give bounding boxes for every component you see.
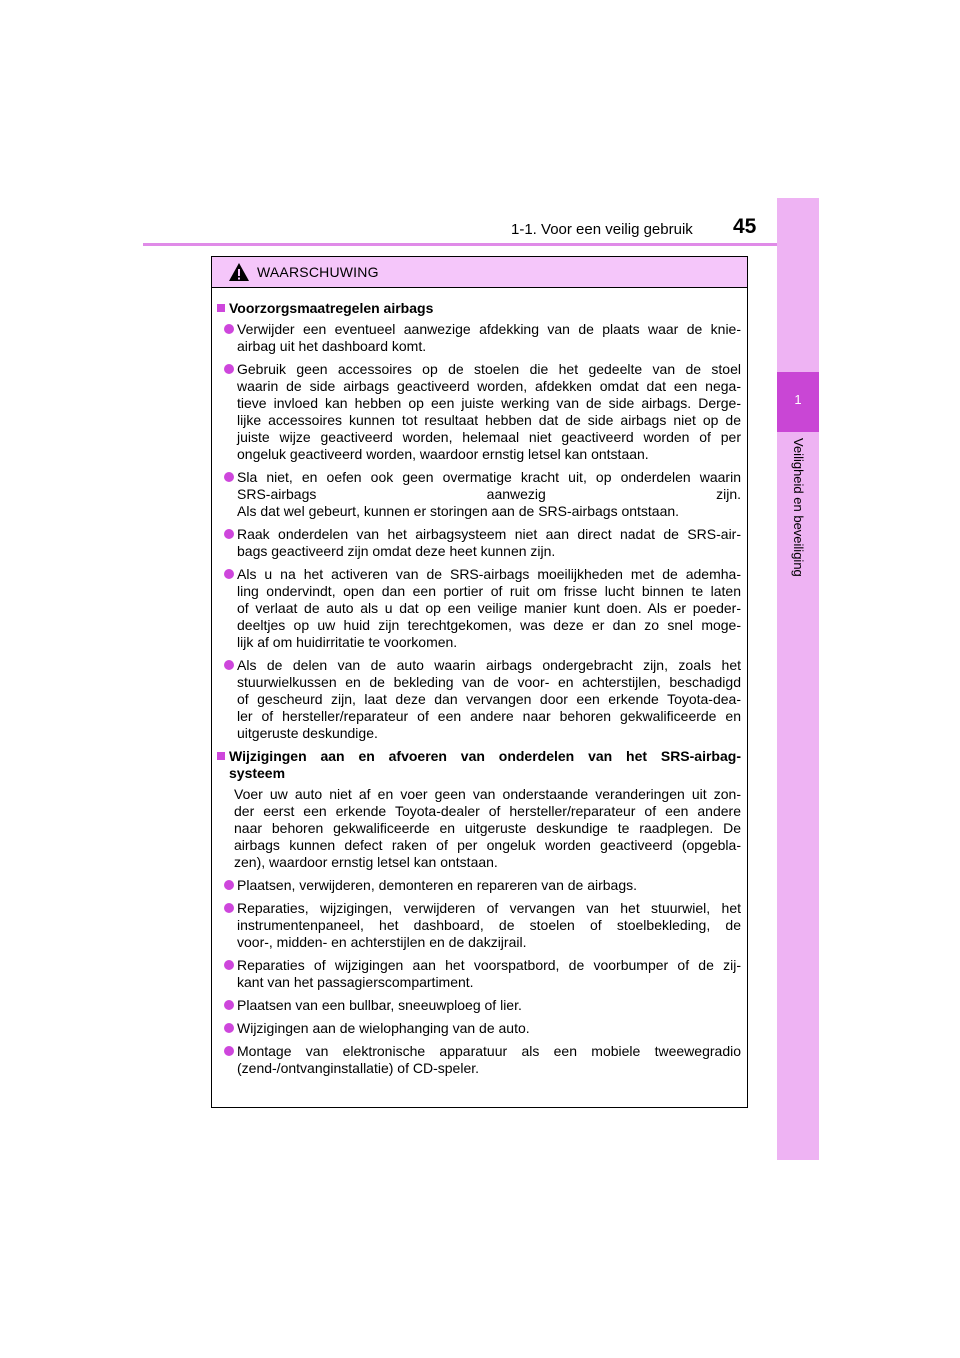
warning-title: WAARSCHUWING bbox=[257, 264, 379, 280]
intro-paragraph bbox=[234, 786, 741, 871]
text-line: airbags kunnen defect raken of per ongeluk worden geactiveerd (opgebla- bbox=[234, 837, 741, 853]
bullet-text bbox=[237, 361, 741, 463]
text-line: lijke accessoires kunnen tot resultaat hebben dat de side airbags niet op de bbox=[237, 412, 741, 428]
spacer bbox=[217, 1081, 741, 1083]
bullet-item bbox=[224, 321, 741, 355]
bullet-text bbox=[237, 321, 741, 355]
round-bullet-icon bbox=[224, 364, 234, 374]
round-bullet-icon bbox=[224, 1023, 234, 1033]
round-bullet-icon bbox=[224, 324, 234, 334]
bullet-item bbox=[224, 957, 741, 991]
text-line: Sla niet, en oefen ook geen overmatige kracht uit, op onderdelen waarin bbox=[237, 469, 741, 485]
bullet-text bbox=[237, 566, 741, 651]
bullet-item bbox=[224, 900, 741, 951]
text-line: instrumentenpaneel, het dashboard, de stoelen of stoelbekleding, de bbox=[237, 917, 741, 933]
round-bullet-icon bbox=[224, 903, 234, 913]
text-line: Montage van elektronische apparatuur als een mobiele tweewegradio bbox=[237, 1043, 741, 1059]
text-line: naar behoren gekwalificeerde en uitgeruste deskundige te raadplegen. De bbox=[234, 820, 741, 836]
text-line: of gescheurd zijn, laat deze dan vervangen door een erkende Toyota-dea- bbox=[237, 691, 741, 707]
text-line: of verlaat de auto als u dat op een veilige manier kunt doen. Als er poeder- bbox=[237, 600, 741, 616]
text-line: stuurwielkussen en de bekleding van de voor- en achterstijlen, beschadigd bbox=[237, 674, 741, 690]
warning-header bbox=[212, 257, 747, 288]
round-bullet-icon bbox=[224, 1000, 234, 1010]
bullet-text bbox=[237, 1043, 741, 1077]
bullet-text bbox=[237, 526, 741, 560]
bullet-item bbox=[224, 657, 741, 742]
warning-box bbox=[211, 256, 748, 1108]
topic-heading bbox=[217, 748, 741, 782]
round-bullet-icon bbox=[224, 960, 234, 970]
text-line: der eerst een erkende Toyota-dealer of hersteller/reparateur of een andere bbox=[234, 803, 741, 819]
text-line: ling ondervindt, open dan een portier of ruit om frisse lucht binnen te laten bbox=[237, 583, 741, 599]
square-bullet-icon bbox=[217, 304, 225, 312]
text-line: Als u na het activeren van de SRS-airbags moeilijkheden met de ademha- bbox=[237, 566, 741, 582]
warning-triangle-icon bbox=[228, 262, 250, 282]
round-bullet-icon bbox=[224, 472, 234, 482]
bullet-text bbox=[237, 1020, 741, 1037]
page-number: 45 bbox=[733, 215, 757, 238]
text-line: juiste wijze geactiveerd worden, helemaal niet geactiveerd worden of per bbox=[237, 429, 741, 445]
text-line: Als de delen van de auto waarin airbags ondergebracht zijn, zoals het bbox=[237, 657, 741, 673]
text-line: Wijzigingen aan de wielophanging van de auto. bbox=[237, 1020, 530, 1036]
bullet-text bbox=[237, 997, 741, 1014]
text-line: lijk af om huidirritatie te voorkomen. bbox=[237, 634, 458, 650]
bullet-item bbox=[224, 1020, 741, 1037]
section-title: 1-1. Voor een veilig gebruik bbox=[511, 221, 693, 238]
bullet-item bbox=[224, 361, 741, 463]
text-line: uitgeruste deskundige. bbox=[237, 725, 378, 741]
side-tab bbox=[777, 198, 819, 1160]
round-bullet-icon bbox=[224, 660, 234, 670]
chapter-label: Veiligheid en beveiliging bbox=[791, 438, 806, 577]
text-line: (zend-/ontvanginstallatie) of CD-speler. bbox=[237, 1060, 480, 1076]
topic-title bbox=[229, 748, 741, 782]
round-bullet-icon bbox=[224, 529, 234, 539]
text-line: Voer uw auto niet af en voer geen van onderstaande veranderingen uit zon- bbox=[234, 786, 741, 802]
bullet-item bbox=[224, 526, 741, 560]
text-line: Reparaties of wijzigingen aan het voorspatbord, de voorbumper of de zij- bbox=[237, 957, 741, 973]
text-line: bags geactiveerd zijn omdat deze heet kunnen zijn. bbox=[237, 543, 556, 559]
text-line: Verwijder een eventueel aanwezige afdekking van de plaats waar de knie- bbox=[237, 321, 741, 337]
bullet-text bbox=[237, 957, 741, 991]
bullet-item bbox=[224, 1043, 741, 1077]
round-bullet-icon bbox=[224, 880, 234, 890]
bullet-text bbox=[237, 877, 741, 894]
text-line: Wijzigingen aan en afvoeren van onderdelen van het SRS-airbag- bbox=[229, 748, 741, 764]
text-line: voor-, midden- en achterstijlen en de dakzijrail. bbox=[237, 934, 527, 950]
text-line: ler of hersteller/reparateur of een andere naar behoren gekwalificeerde en bbox=[237, 708, 741, 724]
round-bullet-icon bbox=[224, 569, 234, 579]
topic-title: Voorzorgsmaatregelen airbags bbox=[229, 300, 434, 316]
bullet-item bbox=[224, 469, 741, 520]
bullet-item bbox=[224, 997, 741, 1014]
text-line: Als dat wel gebeurt, kunnen er storingen aan de SRS-airbags ontstaan. bbox=[237, 503, 680, 519]
chapter-number: 1 bbox=[794, 392, 802, 407]
text-line: systeem bbox=[229, 765, 286, 781]
warning-body bbox=[212, 288, 747, 1083]
text-line: ongeluk geactiveerd worden, waardoor ernstig letsel kan ontstaan. bbox=[237, 446, 649, 462]
text-line: airbag uit het dashboard komt. bbox=[237, 338, 427, 354]
text-line: Reparaties, wijzigingen, verwijderen of vervangen van het stuurwiel, het bbox=[237, 900, 741, 916]
text-line: Plaatsen van een bullbar, sneeuwploeg of lier. bbox=[237, 997, 522, 1013]
bullet-item bbox=[224, 877, 741, 894]
topic-heading bbox=[217, 300, 741, 317]
square-bullet-icon bbox=[217, 752, 225, 760]
text-line: tieve invloed kan hebben op een juiste werking van de side airbags. Derge- bbox=[237, 395, 741, 411]
text-line: zen), waardoor ernstig letsel kan ontstaan. bbox=[234, 854, 498, 870]
text-line: waarin de side airbags geactiveerd worden, afdekken omdat dat een nega- bbox=[237, 378, 741, 394]
text-line: Gebruik geen accessoires op de stoelen die het gedeelte van de stoel bbox=[237, 361, 741, 377]
text-line: Plaatsen, verwijderen, demonteren en repareren van de airbags. bbox=[237, 877, 638, 893]
bullet-text bbox=[237, 657, 741, 742]
text-line: kant van het passagierscompartiment. bbox=[237, 974, 474, 990]
bullet-item bbox=[224, 566, 741, 651]
text-line: SRS-airbags aanwezig zijn. bbox=[237, 486, 741, 502]
bullet-text bbox=[237, 469, 741, 520]
text-line: Raak onderdelen van het airbagsysteem niet aan direct nadat de SRS-air- bbox=[237, 526, 741, 542]
header-rule bbox=[143, 243, 818, 246]
round-bullet-icon bbox=[224, 1046, 234, 1056]
bullet-text bbox=[237, 900, 741, 951]
text-line: deeltjes op uw huid zijn terechtgekomen, was deze er dan zo snel moge- bbox=[237, 617, 741, 633]
